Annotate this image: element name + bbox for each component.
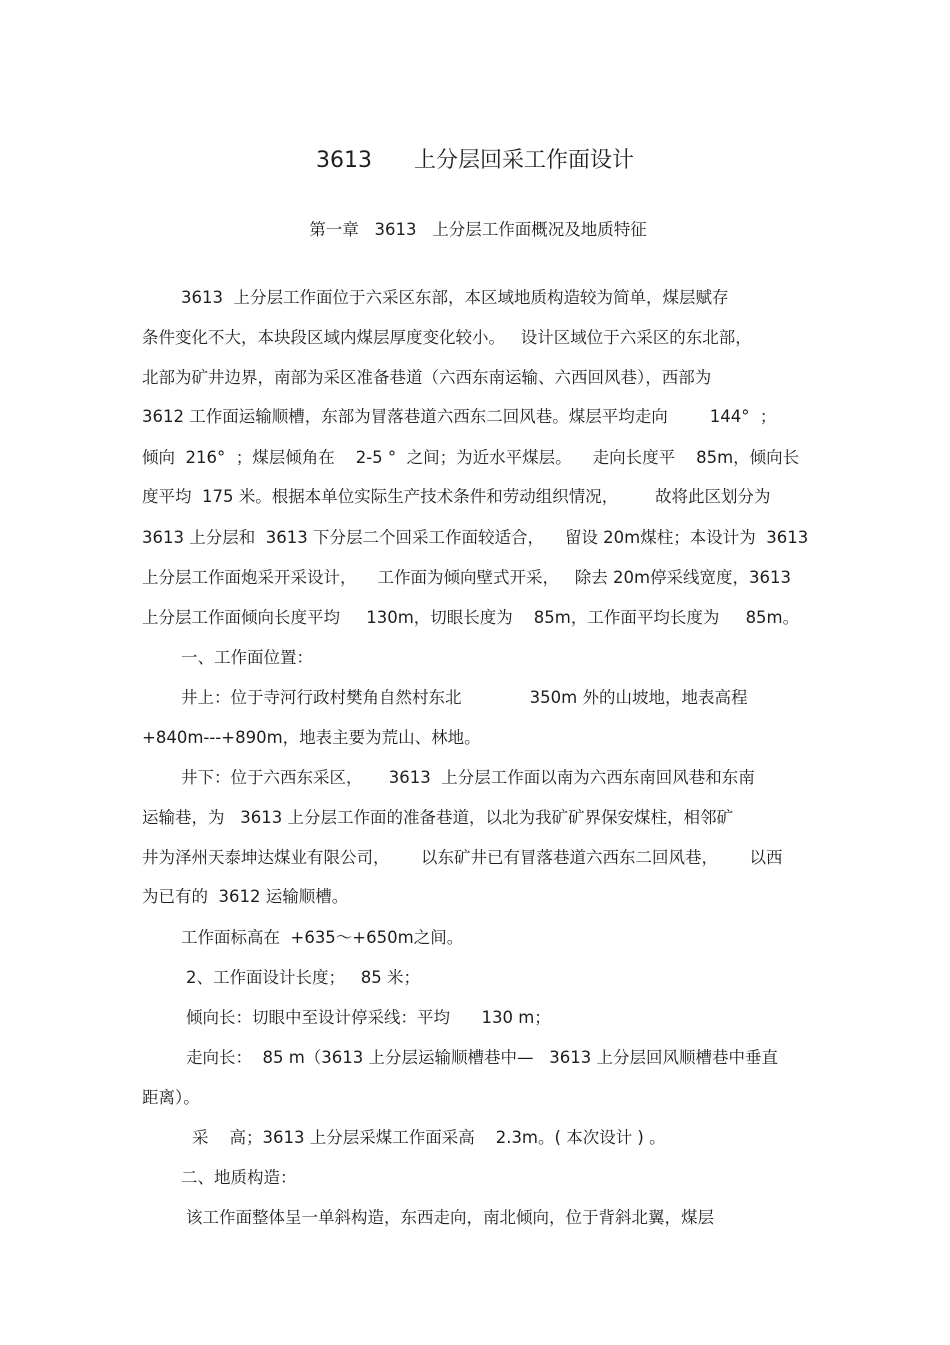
document-title: 3613 上分层回采工作面设计 xyxy=(316,148,634,173)
paragraph-line: 条件变化不大，本块段区域内煤层厚度变化较小。 设计区域位于六采区的东北部， xyxy=(142,328,752,347)
paragraph-line: 3612 工作面运输顺槽，东部为冒落巷道六西东二回风巷。煤层平均走向 144° ； xyxy=(142,407,777,426)
paragraph-line: 2、工作面设计长度； 85 米； xyxy=(186,968,420,987)
paragraph-line: 井下：位于六西东采区， 3613 上分层工作面以南为六西东南回风巷和东南 xyxy=(181,768,755,787)
section-heading: 一、工作面位置： xyxy=(181,648,313,667)
paragraph-line: 井上：位于寺河行政村樊角自然村东北 350m 外的山坡地，地表高程 xyxy=(181,688,748,707)
paragraph-line: 上分层工作面炮采开采设计， 工作面为倾向壁式开采， 除去 20m停采线宽度，3613 xyxy=(142,568,792,587)
paragraph-line: 距离）。 xyxy=(142,1088,200,1107)
chapter-heading: 第一章 3613 上分层工作面概况及地质特征 xyxy=(309,220,647,239)
paragraph-line: +840m---+890m，地表主要为荒山、林地。 xyxy=(142,728,481,747)
paragraph-line: 为已有的 3612 运输顺槽。 xyxy=(142,887,349,906)
paragraph-line: 3613 上分层和 3613 下分层二个回采工作面较适合， 留设 20m煤柱；本设计为 3613 xyxy=(142,528,809,547)
paragraph-line: 上分层工作面倾向长度平均 130m，切眼长度为 85m，工作面平均长度为 85m。 xyxy=(142,608,800,627)
paragraph-line: 倾向长：切眼中至设计停采线：平均 130 m； xyxy=(186,1008,551,1027)
paragraph-line: 运输巷，为 3613 上分层工作面的准备巷道，以北为我矿矿界保安煤柱，相邻矿 xyxy=(142,808,733,827)
paragraph-line: 工作面标高在 +635～+650m之间。 xyxy=(181,928,464,947)
paragraph-line: 采 高；3613 上分层采煤工作面采高 2.3m。( 本次设计 ) 。 xyxy=(192,1128,666,1147)
paragraph-line: 3613 上分层工作面位于六采区东部，本区域地质构造较为简单，煤层赋存 xyxy=(181,288,729,307)
paragraph-line: 倾向 216° ；煤层倾角在 2-5 ° 之间；为近水平煤层。 走向长度平 85m，倾向长 xyxy=(142,448,800,467)
paragraph-line: 该工作面整体呈一单斜构造，东西走向，南北倾向，位于背斜北翼，煤层 xyxy=(186,1208,714,1227)
paragraph-line: 井为泽州天泰坤达煤业有限公司， 以东矿井已有冒落巷道六西东二回风巷， 以西 xyxy=(142,848,783,867)
section-heading: 二、地质构造： xyxy=(181,1168,297,1187)
paragraph-line: 度平均 175 米。根据本单位实际生产技术条件和劳动组织情况， 故将此区划分为 xyxy=(142,487,771,506)
paragraph-line: 走向长： 85 m（3613 上分层运输顺槽巷中— 3613 上分层回风顺槽巷中垂直 xyxy=(186,1048,779,1067)
paragraph-line: 北部为矿井边界，南部为采区准备巷道（六西东南运输、六西回风巷），西部为 xyxy=(142,368,712,387)
